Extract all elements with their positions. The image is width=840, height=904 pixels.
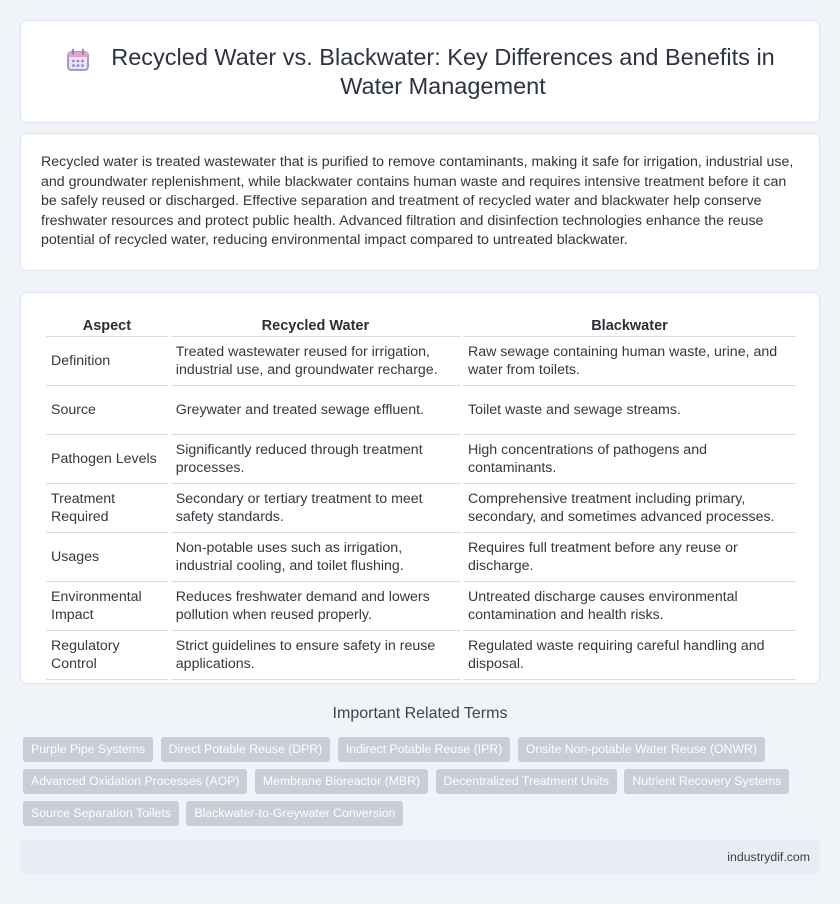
recycled-water-cell: Secondary or tertiary treatment to meet safety standards. [171,484,460,533]
aspect-cell: Treatment Required [46,484,168,533]
aspect-cell: Source [46,386,168,435]
recycled-water-cell: Greywater and treated sewage effluent. [171,386,460,435]
related-term-tag[interactable]: Source Separation Toilets [23,801,179,826]
blackwater-cell: Toilet waste and sewage streams. [463,386,796,435]
column-header-blackwater: Blackwater [463,315,796,337]
related-term-tag[interactable]: Blackwater-to-Greywater Conversion [186,801,403,826]
page-title: Recycled Water vs. Blackwater: Key Differences and Benefits in Water Management [111,44,775,99]
comparison-table [43,315,799,680]
recycled-water-cell: Treated wastewater reused for irrigation, industrial use, and groundwater recharge. [171,337,460,386]
table-row [46,631,796,680]
footer-site-link[interactable]: industrydif.com [727,850,810,864]
table-row [46,435,796,484]
recycled-water-cell: Reduces freshwater demand and lowers pollution when reused properly. [171,582,460,631]
blackwater-cell: Regulated waste requiring careful handling and disposal. [463,631,796,680]
table-row [46,533,796,582]
related-term-tag[interactable]: Membrane Bioreactor (MBR) [255,769,428,794]
related-term-tag[interactable]: Direct Potable Reuse (DPR) [161,737,331,762]
recycled-water-cell: Strict guidelines to ensure safety in reuse applications. [171,631,460,680]
aspect-cell: Pathogen Levels [46,435,168,484]
recycled-water-cell: Significantly reduced through treatment processes. [171,435,460,484]
title-card [20,20,820,123]
aspect-cell: Definition [46,337,168,386]
aspect-cell: Usages [46,533,168,582]
aspect-cell: Environmental Impact [46,582,168,631]
column-header-aspect: Aspect [46,315,168,337]
recycled-water-cell: Non-potable uses such as irrigation, industrial cooling, and toilet flushing. [171,533,460,582]
blackwater-cell: Untreated discharge causes environmental contamination and health risks. [463,582,796,631]
blackwater-cell: Requires full treatment before any reuse or discharge. [463,533,796,582]
related-terms-list [23,737,813,833]
related-term-tag[interactable]: Onsite Non-potable Water Reuse (ONWR) [518,737,765,762]
table-row [46,386,796,435]
comparison-card [20,292,820,684]
footer [20,840,820,874]
aspect-cell: Regulatory Control [46,631,168,680]
table-row [46,484,796,533]
blackwater-cell: High concentrations of pathogens and contaminants. [463,435,796,484]
intro-card [20,133,820,271]
related-term-tag[interactable]: Nutrient Recovery Systems [624,769,789,794]
column-header-recycled-water: Recycled Water [171,315,460,337]
related-term-tag[interactable]: Purple Pipe Systems [23,737,153,762]
related-term-tag[interactable]: Advanced Oxidation Processes (AOP) [23,769,247,794]
blackwater-cell: Raw sewage containing human waste, urine, and water from toilets. [463,337,796,386]
table-row [46,337,796,386]
table-header-row [46,315,796,337]
related-terms-heading: Important Related Terms [332,705,508,722]
related-term-tag[interactable]: Decentralized Treatment Units [436,769,617,794]
blackwater-cell: Comprehensive treatment including primary, secondary, and sometimes advanced processes. [463,484,796,533]
intro-paragraph: Recycled water is treated wastewater that is purified to remove contaminants, making it safe for irrigation, industrial use, and groundwater replenishment, while blackwater contains human waste and requires intensive treatment before it can be safely reused or discharged. Effective separation and treatment of recycled water and blackwater help conserve freshwater resources and protect public health. Advanced filtration and disinfection technologies enhance the reuse potential of recycled water, reducing environmental impact compared to untreated blackwater. [41,154,794,248]
related-term-tag[interactable]: Indirect Potable Reuse (IPR) [338,737,511,762]
table-row [46,582,796,631]
